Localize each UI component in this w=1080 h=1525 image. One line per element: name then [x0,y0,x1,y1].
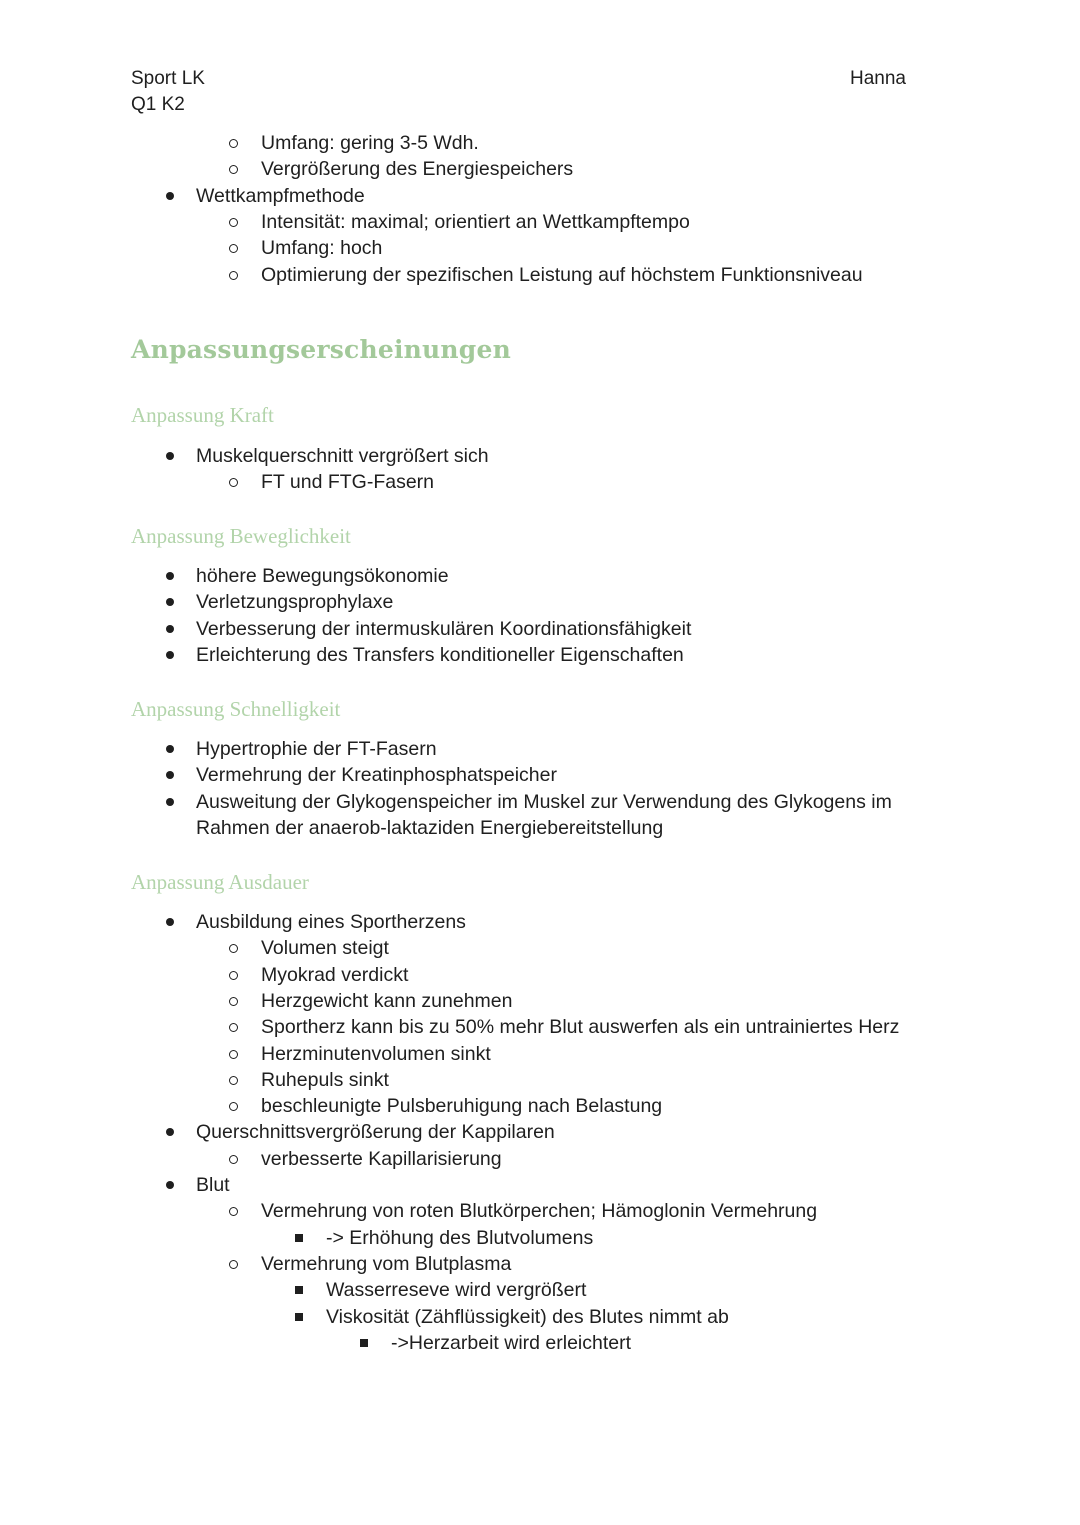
list-bullet-icon [295,1286,303,1294]
list-item-text: Umfang: hoch [261,237,383,260]
list-bullet-icon [295,1313,303,1321]
list-item-text: Umfang: gering 3-5 Wdh. [261,132,479,154]
list-bullet-icon [166,1128,174,1136]
list-bullet-icon [166,798,174,806]
list-bullet-icon [229,139,238,148]
list-bullet-icon [166,745,174,753]
list-bullet-icon [166,452,174,460]
list-bullet-icon [166,771,174,779]
list-item-text: Ausbildung eines Sportherzens [196,911,466,933]
list-bullet-icon [229,1155,238,1164]
list-bullet-icon [229,1102,238,1111]
list-bullet-icon [229,218,238,227]
list-item-text: Herzminutenvolumen sinkt [261,1042,491,1065]
list-bullet-icon [229,1207,238,1216]
list-bullet-icon [229,997,238,1006]
list-item-text: Vermehrung der Kreatinphosphatspeicher [196,764,557,787]
list-item-text: Rahmen der anaerob-laktaziden Energiebereitstellung [196,816,664,839]
list-bullet-icon [229,271,238,280]
list-item-text: Optimierung der spezifischen Leistung auf höchstem Funktionsniveau [261,263,863,286]
list-item-text: Erleichterung des Transfers konditioneller Eigenschaften [196,643,684,666]
section-heading: Anpassung Ausdauer [131,870,309,894]
list-item-text: Blut [196,1174,230,1196]
list-item-text: FT und FTG-Fasern [261,471,435,494]
list-bullet-icon [229,944,238,953]
list-bullet-icon [229,165,238,174]
author-name: Hanna [850,68,906,89]
list-bullet-icon [166,192,174,200]
list-bullet-icon [166,572,174,580]
list-bullet-icon [229,244,238,253]
list-bullet-icon [229,1023,238,1032]
list-bullet-icon [295,1234,303,1242]
list-bullet-icon [166,918,174,926]
list-item-text: Vergrößerung des Energiespeichers [261,158,574,181]
list-item-text: Intensität: maximal; orientiert an Wettkampftempo [261,210,690,233]
list-item-text: Ruhepuls sinkt [261,1068,389,1091]
list-bullet-icon [229,971,238,980]
list-item-text: Volumen steigt [261,937,389,960]
list-item-text: Wettkampfmethode [196,184,365,207]
list-item-text: Wasserreseve wird vergrößert [326,1279,587,1302]
list-bullet-icon [166,625,174,633]
course-name: Sport LK [131,68,205,89]
list-item-text: Myokrad verdickt [261,963,409,986]
list-item-text: Herzgewicht kann zunehmen [261,989,513,1012]
list-item-text: verbesserte Kapillarisierung [261,1147,502,1170]
list-item-text: Sportherz kann bis zu 50% mehr Blut auswerfen als ein untrainiertes Herz [261,1016,900,1039]
list-item-text: -> Erhöhung des Blutvolumens [326,1226,594,1249]
list-item-text: ->Herzarbeit wird erleichtert [391,1331,632,1354]
list-bullet-icon [229,1260,238,1269]
list-item-text: Verletzungsprophylaxe [196,591,394,614]
list-bullet-icon [166,1181,174,1189]
list-item-text: Muskelquerschnitt vergrößert sich [196,445,489,467]
main-heading: Anpassungserscheinungen [131,335,511,364]
list-item-text: höhere Bewegungsökonomie [196,565,449,587]
list-bullet-icon [360,1339,368,1347]
list-bullet-icon [229,478,238,487]
list-bullet-icon [229,1076,238,1085]
section-heading: Anpassung Beweglichkeit [131,524,351,548]
list-item-text: Hypertrophie der FT-Fasern [196,738,437,760]
list-item-text: Vermehrung von roten Blutkörperchen; Hämoglonin Vermehrung [261,1200,818,1223]
header-left [131,66,205,118]
list-item-text: Verbesserung der intermuskulären Koordinationsfähigkeit [196,617,692,640]
list-item-text: Viskosität (Zähflüssigkeit) des Blutes nimmt ab [326,1305,729,1328]
section-heading: Anpassung Kraft [131,403,274,427]
list-item-text: Ausweitung der Glykogenspeicher im Muskel zur Verwendung des Glykogens im [196,790,892,813]
unit-name: Q1 K2 [131,94,185,115]
list-item-text: Vermehrung vom Blutplasma [261,1252,512,1275]
list-bullet-icon [229,1050,238,1059]
section-heading: Anpassung Schnelligkeit [131,697,341,721]
list-bullet-icon [166,598,174,606]
list-item-text: Querschnittsvergrößerung der Kappilaren [196,1121,555,1144]
list-bullet-icon [166,651,174,659]
list-item-text: beschleunigte Pulsberuhigung nach Belastung [261,1095,663,1118]
